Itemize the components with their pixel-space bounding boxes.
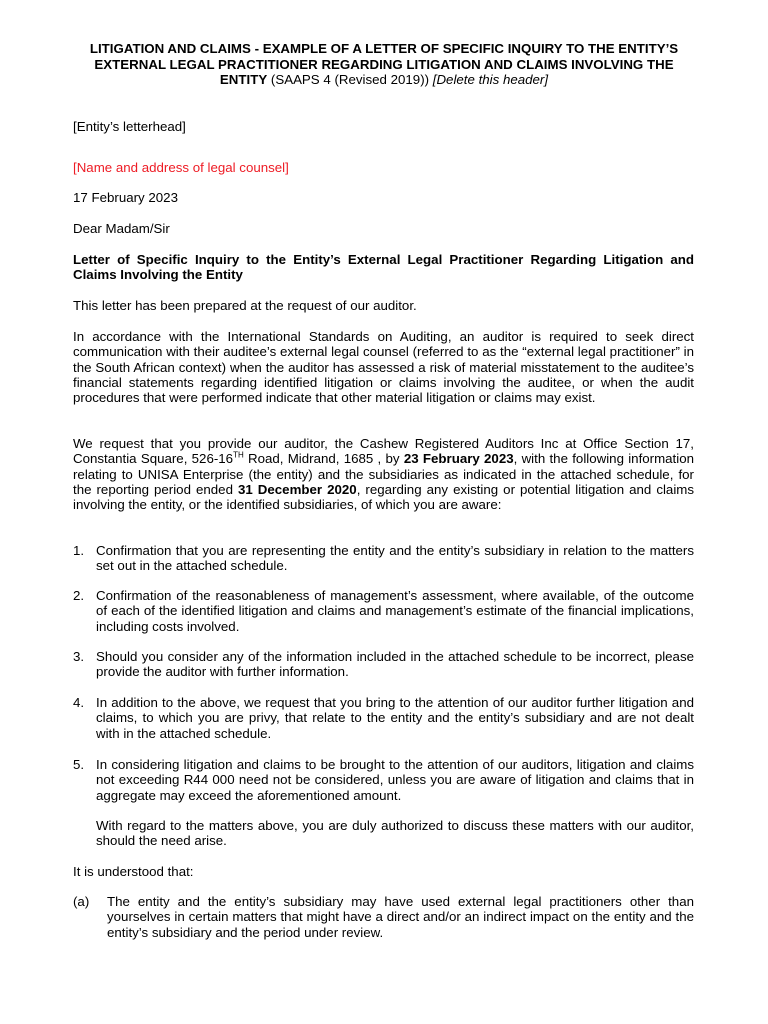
list-item <box>73 588 694 634</box>
list-item-number: 3. <box>73 649 85 664</box>
list-item-text: Confirmation that you are representing the entity and the entity’s subsidiary in relation to the matters set out in the attached schedule. <box>96 543 694 574</box>
list-item <box>73 695 694 741</box>
request-deadline: 23 February 2023 <box>403 451 514 467</box>
request-part4: , regarding any existing or potential litigation and claims involving the entity, or the identified subsidiaries, of which you are aware: <box>73 481 694 513</box>
list-item-text: Should you consider any of the information included in the attached schedule to be incorrect, please provide the auditor with further information. <box>96 649 694 680</box>
list-item <box>73 649 694 680</box>
letterhead-placeholder: [Entity’s letterhead] <box>73 119 186 134</box>
list-item-text: In addition to the above, we request that you bring to the attention of our auditor further litigation and claims, to which you are privy, that relate to the entity and the entity’s subsidiary and are not dealt with in the attached schedule. <box>96 695 694 741</box>
legal-counsel-placeholder: [Name and address of legal counsel] <box>73 160 289 175</box>
request-part1: We request that you provide our auditor, the Cashew Registered Auditors Inc at Office Section 17, Constantia Square, 526-16 <box>73 436 694 467</box>
request-paragraph <box>73 436 694 512</box>
request-superscript: TH <box>233 450 244 460</box>
list-item-text: In considering litigation and claims to be brought to the attention of our auditors, litigation and claims not exceeding R44 000 need not be considered, unless you are aware of litigation and claims that in aggregate may exceed the aforementioned amount. <box>96 757 694 803</box>
request-part3: , with the following information relating to UNISA Enterprise (the entity) and the subsidiaries as indicated in the attached schedule, for the reporting period ended <box>73 451 694 497</box>
authorization-paragraph: With regard to the matters above, you are duly authorized to discuss these matters with our auditor, should the need arise. <box>96 818 694 849</box>
list-item-number: 2. <box>73 588 85 603</box>
header-title: LITIGATION AND CLAIMS - EXAMPLE OF A LETTER OF SPECIFIC INQUIRY TO THE ENTITY’S EXTERNAL LEGAL PRACTITIONER REGARDING LITIGATION AND CLAIMS INVOLVING THE ENTITY <box>89 41 679 87</box>
letter-subject: Letter of Specific Inquiry to the Entity’s External Legal Practitioner Regarding Litigation and Claims Involving the Entity <box>73 252 694 283</box>
request-period-end: 31 December 2020 <box>237 481 357 497</box>
list-item-number: 4. <box>73 695 85 710</box>
intro-paragraph: This letter has been prepared at the request of our auditor. <box>73 298 417 313</box>
authorization-block <box>73 818 694 849</box>
list-item <box>73 757 694 803</box>
salutation: Dear Madam/Sir <box>73 221 170 236</box>
list-item-text: Confirmation of the reasonableness of management’s assessment, where available, of the outcome of each of the identified litigation and claims and management’s estimate of the financial implications, including costs involved. <box>96 588 694 634</box>
list-item-number: 1. <box>73 543 85 558</box>
document-header <box>70 41 698 88</box>
understood-line: It is understood that: <box>73 864 194 879</box>
list-item-text: The entity and the entity’s subsidiary may have used external legal practitioners other than yourselves in certain matters that might have a direct and/or an indirect impact on the entity and the entity’s subsidiary and the period under review. <box>107 894 694 940</box>
request-part2: Road, Midrand, 1685 , by <box>243 451 404 467</box>
header-standard-ref: (SAAPS 4 (Revised 2019)) <box>267 72 433 87</box>
header-delete-note: [Delete this header] <box>432 72 549 87</box>
list-item-number: 5. <box>73 757 85 772</box>
letter-date: 17 February 2023 <box>73 190 178 205</box>
list-item <box>73 543 694 574</box>
isa-paragraph: In accordance with the International Standards on Auditing, an auditor is required to seek direct communication with their auditee’s external legal counsel (referred to as the “external legal practitioner” in the South African context) when the auditor has assessed a risk of material misstatement to the auditee’s financial statements regarding identified litigation or claims involving the auditee, or when the audit procedures that were performed indicate that other material litigation or claims may exist. <box>73 329 694 406</box>
list-item <box>73 894 694 940</box>
list-item-letter: (a) <box>73 894 90 909</box>
